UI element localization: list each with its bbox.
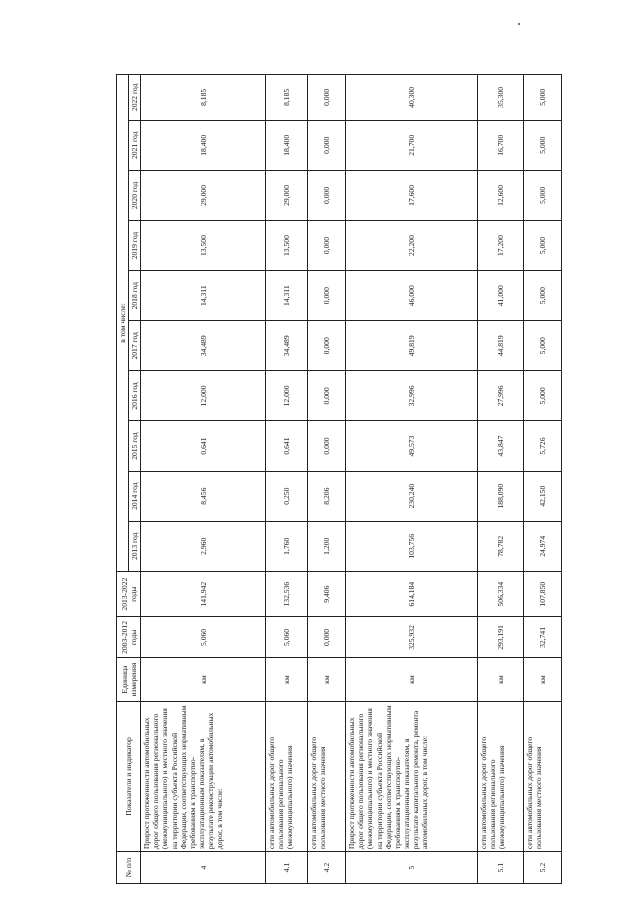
row-value-year: 78,782 xyxy=(478,521,524,571)
row-value-year: 34,489 xyxy=(266,321,308,371)
row-number: 5 xyxy=(346,852,478,884)
row-value-year: 12,000 xyxy=(141,371,266,421)
row-value-2003-2012: 0,000 xyxy=(308,617,346,658)
row-value-year: 35,300 xyxy=(478,75,524,121)
row-value-year: 8,185 xyxy=(266,75,308,121)
header-year: 2020 год xyxy=(129,170,141,220)
header-year: 2019 год xyxy=(129,220,141,270)
row-value-year: 17,200 xyxy=(478,220,524,270)
row-value-2013-2022: 132,536 xyxy=(266,571,308,617)
row-value-year: 40,300 xyxy=(346,75,478,121)
header-year: 2018 год xyxy=(129,271,141,321)
row-value-year: 0,641 xyxy=(141,421,266,471)
row-value-year: 0,000 xyxy=(308,75,346,121)
row-value-year: 1,200 xyxy=(308,521,346,571)
row-value-year: 0,000 xyxy=(308,170,346,220)
header-year: 2017 год xyxy=(129,321,141,371)
row-value-year: 17,600 xyxy=(346,170,478,220)
row-value-year: 32,996 xyxy=(346,371,478,421)
row-value-2013-2022: 9,406 xyxy=(308,571,346,617)
table-row xyxy=(478,75,524,884)
table-body xyxy=(141,75,562,884)
header-year: 2022 год xyxy=(129,75,141,121)
header-2003-2012: 2003-2012 годы xyxy=(117,617,141,658)
row-value-year: 13,500 xyxy=(266,220,308,270)
row-unit: км xyxy=(308,658,346,701)
row-value-year: 18,400 xyxy=(141,120,266,170)
row-indicator: сети автомобильных дорог общего пользования регионального (межмуниципального) значения xyxy=(266,701,308,851)
row-value-year: 14,311 xyxy=(266,271,308,321)
row-value-year: 43,847 xyxy=(478,421,524,471)
row-value-year: 44,819 xyxy=(478,321,524,371)
row-value-year: 21,700 xyxy=(346,120,478,170)
row-indicator: Прирост протяженности автомобильных дорог общего пользования регионального (межмуниципального) и местного значения на территории субъекта Российской Федерации, соответствующих нормативным требованиям к транспортно-эксплуатационным показателям, в результате реконструкции автомобильных дорог, в том числе: xyxy=(141,701,266,851)
row-value-year: 0,000 xyxy=(308,421,346,471)
row-number: 4.2 xyxy=(308,852,346,884)
row-value-year: 34,489 xyxy=(141,321,266,371)
row-value-2013-2022: 506,334 xyxy=(478,571,524,617)
rotated-table-wrapper xyxy=(116,74,548,884)
header-year: 2015 год xyxy=(129,421,141,471)
row-value-year: 103,756 xyxy=(346,521,478,571)
table-row xyxy=(266,75,308,884)
header-year: 2014 год xyxy=(129,471,141,521)
row-number: 4.1 xyxy=(266,852,308,884)
row-value-year: 8,456 xyxy=(141,471,266,521)
row-value-year: 8,206 xyxy=(308,471,346,521)
row-value-2003-2012: 325,932 xyxy=(346,617,478,658)
row-indicator: Прирост протяженности автомобильных дорог общего пользования регионального (межмуниципального) и местного значения на территории субъекта Российской Федерации, соответствующих нормативным требованиям к транспортно-эксплуатационным показателям, в результате капитального ремонта, ремонта автомобильных дорог, в том числе: xyxy=(346,701,478,851)
row-value-year: 0,250 xyxy=(266,471,308,521)
header-unit: Единица измерения xyxy=(117,658,141,701)
row-value-year: 0,000 xyxy=(308,271,346,321)
row-indicator: сети автомобильных дорог общего пользования местного значения xyxy=(308,701,346,851)
row-value-year: 0,000 xyxy=(308,220,346,270)
row-value-year: 12,000 xyxy=(266,371,308,421)
row-value-year: 1,760 xyxy=(266,521,308,571)
row-number: 5.2 xyxy=(524,852,562,884)
row-value-year: 5,000 xyxy=(524,321,562,371)
row-value-2003-2012: 293,191 xyxy=(478,617,524,658)
row-value-year: 0,000 xyxy=(308,120,346,170)
row-value-year: 5,000 xyxy=(524,220,562,270)
row-unit: км xyxy=(266,658,308,701)
row-value-year: 5,000 xyxy=(524,271,562,321)
row-value-year: 5,000 xyxy=(524,170,562,220)
row-value-2003-2012: 5,060 xyxy=(141,617,266,658)
table-row xyxy=(524,75,562,884)
header-num: № п/п xyxy=(117,852,141,884)
road-indicators-table xyxy=(116,74,562,884)
row-value-year: 0,000 xyxy=(308,321,346,371)
row-value-year: 49,819 xyxy=(346,321,478,371)
row-value-year: 0,000 xyxy=(308,371,346,421)
row-value-year: 5,000 xyxy=(524,75,562,121)
row-value-year: 41,000 xyxy=(478,271,524,321)
header-in-that-number: в том числе: xyxy=(117,75,129,572)
row-unit: км xyxy=(478,658,524,701)
row-value-year: 27,996 xyxy=(478,371,524,421)
table-row xyxy=(141,75,266,884)
row-value-year: 24,974 xyxy=(524,521,562,571)
row-value-year: 5,000 xyxy=(524,371,562,421)
header-2013-2022: 2013-2022 годы xyxy=(117,571,141,617)
header-indicator: Показатели и индикатор xyxy=(117,701,141,851)
row-value-year: 49,573 xyxy=(346,421,478,471)
row-value-year: 2,960 xyxy=(141,521,266,571)
row-value-2003-2012: 5,060 xyxy=(266,617,308,658)
row-unit: км xyxy=(141,658,266,701)
row-value-year: 42,150 xyxy=(524,471,562,521)
row-value-year: 29,000 xyxy=(141,170,266,220)
row-value-year: 14,311 xyxy=(141,271,266,321)
header-year: 2016 год xyxy=(129,371,141,421)
row-unit: км xyxy=(346,658,478,701)
row-value-year: 8,185 xyxy=(141,75,266,121)
header-year: 2021 год xyxy=(129,120,141,170)
row-value-year: 22,200 xyxy=(346,220,478,270)
row-value-year: 0,641 xyxy=(266,421,308,471)
row-value-year: 18,400 xyxy=(266,120,308,170)
row-unit: км xyxy=(524,658,562,701)
row-value-year: 5,726 xyxy=(524,421,562,471)
table-row xyxy=(308,75,346,884)
row-value-year: 16,700 xyxy=(478,120,524,170)
row-number: 5.1 xyxy=(478,852,524,884)
row-value-year: 5,000 xyxy=(524,120,562,170)
row-indicator: сети автомобильных дорог общего пользования местного значения xyxy=(524,701,562,851)
row-number: 4 xyxy=(141,852,266,884)
row-value-2003-2012: 32,741 xyxy=(524,617,562,658)
row-value-year: 13,500 xyxy=(141,220,266,270)
header-year: 2013 год xyxy=(129,521,141,571)
table-header xyxy=(117,75,141,884)
row-value-year: 12,600 xyxy=(478,170,524,220)
scan-speck xyxy=(518,23,520,25)
table-row xyxy=(346,75,478,884)
row-indicator: сети автомобильных дорог общего пользования регионального (межмуниципального) значения xyxy=(478,701,524,851)
row-value-year: 188,090 xyxy=(478,471,524,521)
row-value-year: 46,000 xyxy=(346,271,478,321)
row-value-2013-2022: 141,942 xyxy=(141,571,266,617)
row-value-2013-2022: 107,850 xyxy=(524,571,562,617)
row-value-year: 29,000 xyxy=(266,170,308,220)
row-value-2013-2022: 614,184 xyxy=(346,571,478,617)
row-value-year: 230,240 xyxy=(346,471,478,521)
